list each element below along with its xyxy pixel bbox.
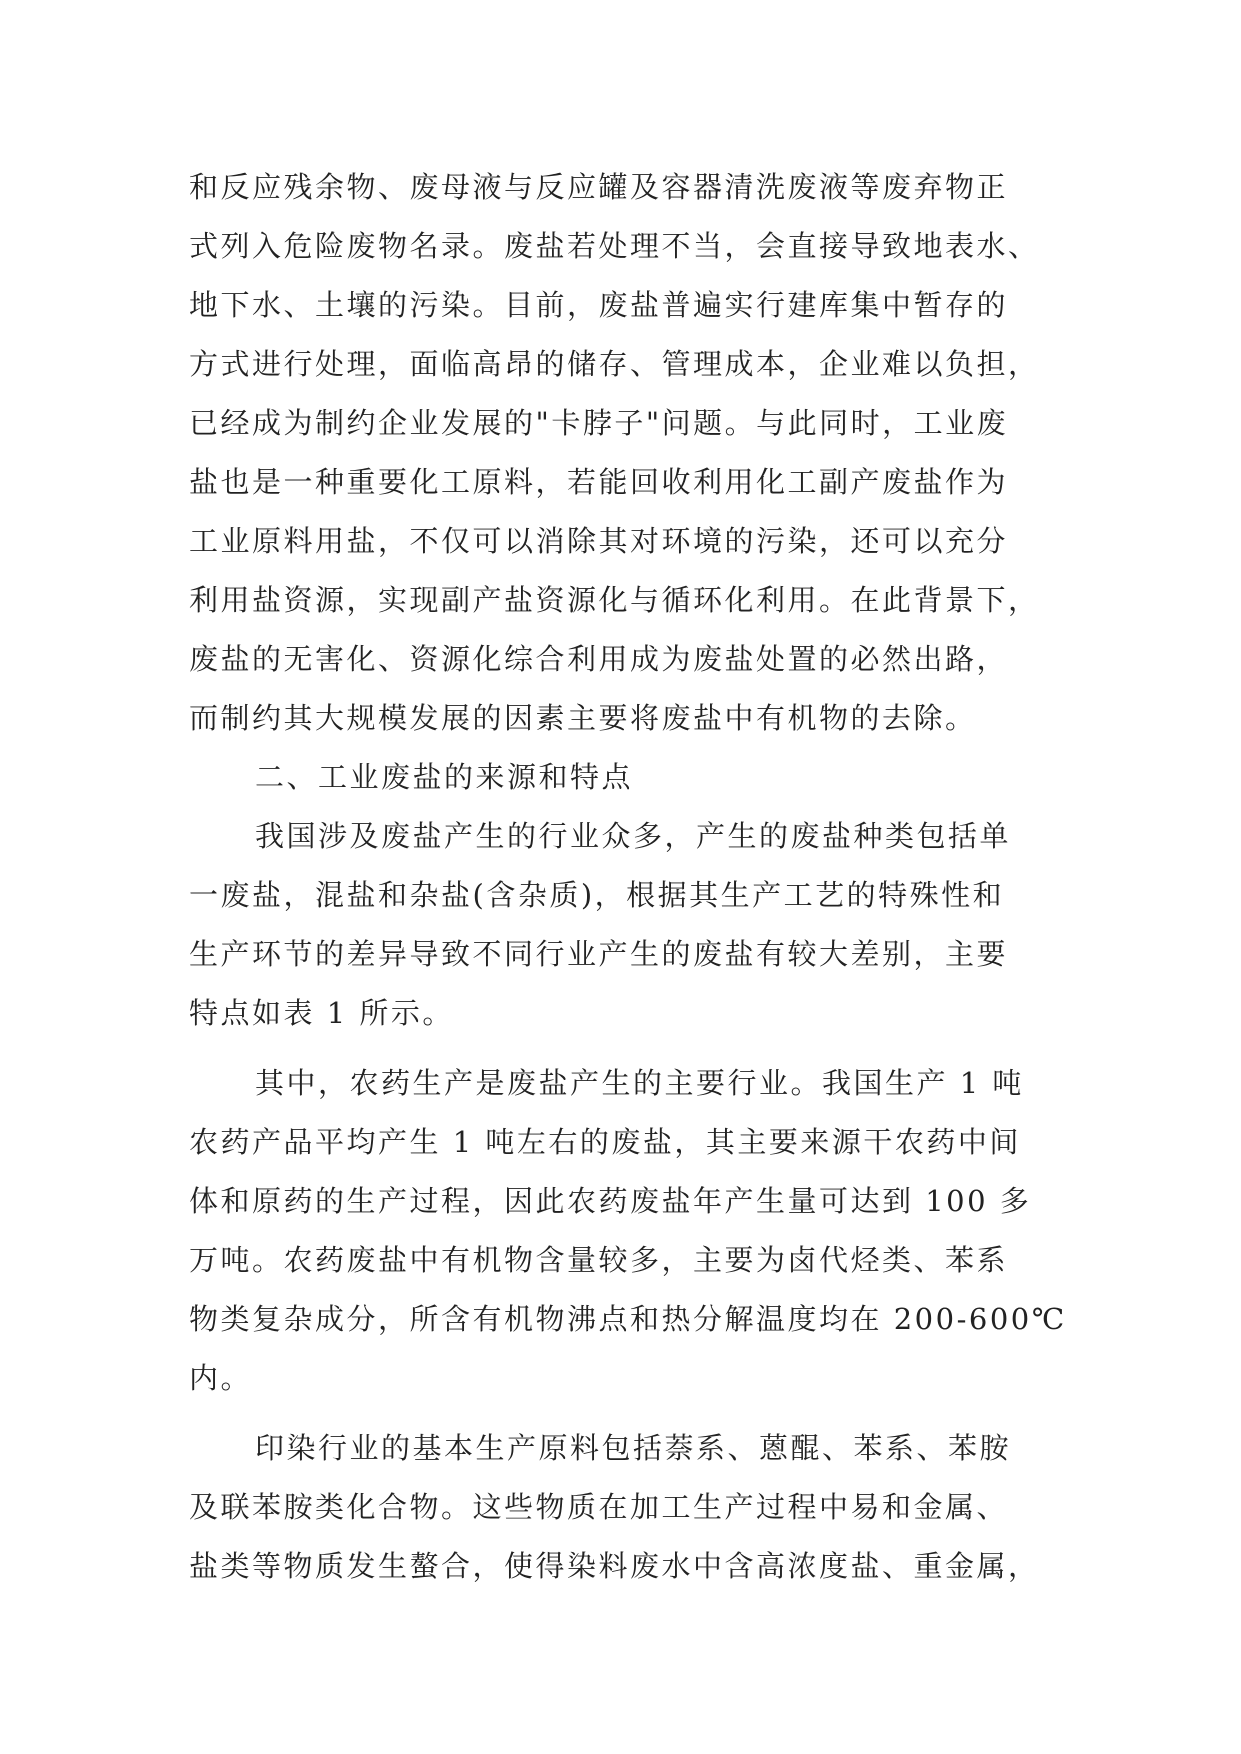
text-line: 万吨。农药废盐中有机物含量较多，主要为卤代烃类、苯系 (189, 1243, 1009, 1277)
text-line: 盐也是一种重要化工原料，若能回收利用化工副产废盐作为 (189, 465, 1009, 499)
text-line: 工业原料用盐，不仅可以消除其对环境的污染，还可以充分 (189, 524, 1009, 558)
text-line: 废盐的无害化、资源化综合利用成为废盐处置的必然出路， (189, 642, 1009, 676)
text-line: 生产环节的差异导致不同行业产生的废盐有较大差别，主要 (189, 937, 1009, 971)
text-line: 农药产品平均产生 1 吨左右的废盐，其主要来源干农药中间 (189, 1125, 1021, 1159)
text-line: 地下水、土壤的污染。目前，废盐普遍实行建库集中暂存的 (189, 288, 1009, 322)
text-line: 特点如表 1 所示。 (189, 996, 454, 1030)
text-line: 及联苯胺类化合物。这些物质在加工生产过程中易和金属、 (189, 1490, 1009, 1524)
body-text (189, 158, 1079, 1596)
text-line: 我国涉及废盐产生的行业众多，产生的废盐种类包括单 (255, 819, 1012, 853)
text-line: 体和原药的生产过程，因此农药废盐年产生量可达到 100 多 (189, 1184, 1032, 1218)
text-line: 已经成为制约企业发展的"卡脖子"问题。与此同时，工业废 (189, 406, 1009, 440)
text-line: 而制约其大规模发展的因素主要将废盐中有机物的去除。 (189, 701, 977, 735)
text-line: 物类复杂成分，所含有机物沸点和热分解温度均在 200-600℃ (189, 1302, 1067, 1336)
text-line: 盐类等物质发生螯合，使得染料废水中含高浓度盐、重金属， (189, 1549, 1040, 1583)
text-line: 和反应残余物、废母液与反应罐及容器清洗废液等废弃物正 (189, 170, 1009, 204)
text-line: 印染行业的基本生产原料包括萘系、蒽醌、苯系、苯胺 (255, 1431, 1012, 1465)
text-line: 其中，农药生产是废盐产生的主要行业。我国生产 1 吨 (255, 1066, 1024, 1100)
text-line: 内。 (189, 1361, 253, 1395)
section-heading: 二、工业废盐的来源和特点 (255, 760, 634, 794)
paragraph-gap (189, 1408, 1079, 1419)
text-line: 利用盐资源，实现副产盐资源化与循环化利用。在此背景下， (189, 583, 1040, 617)
text-line: 一废盐，混盐和杂盐(含杂质)，根据其生产工艺的特殊性和 (189, 878, 1005, 912)
text-line: 式列入危险废物名录。废盐若处理不当，会直接导致地表水、 (189, 229, 1040, 263)
paragraph-gap (189, 1043, 1079, 1054)
text-line: 方式进行处理，面临高昂的储存、管理成本，企业难以负担， (189, 347, 1040, 381)
